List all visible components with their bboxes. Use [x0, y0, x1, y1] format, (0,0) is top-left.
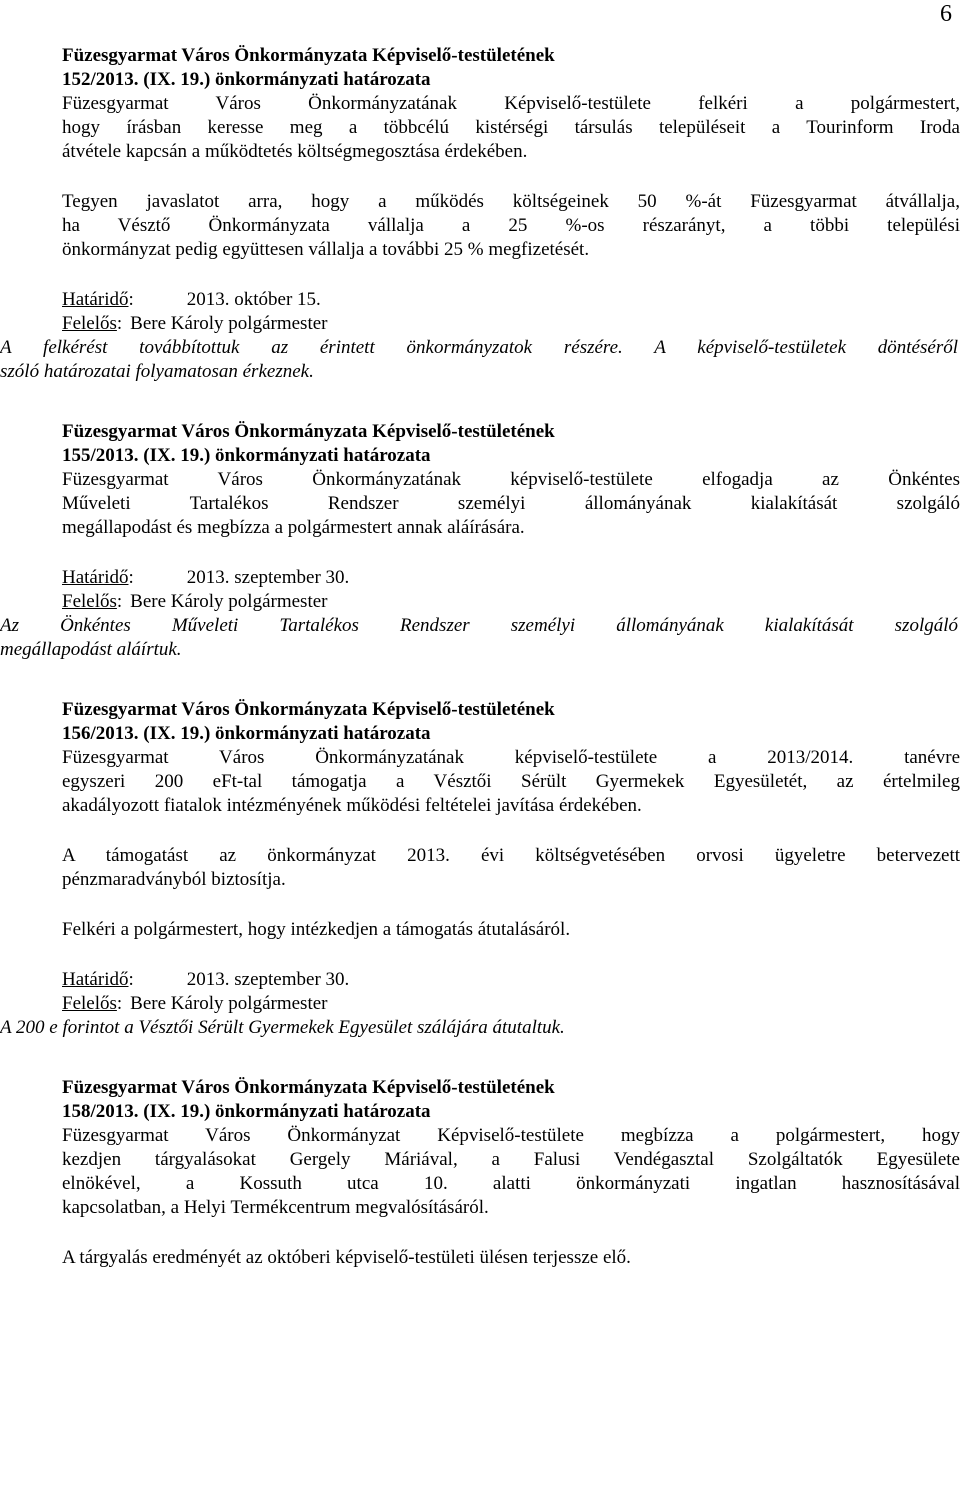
deadline-row: Határidő: 2013. szeptember 30.	[62, 567, 350, 588]
deadline-value: 2013. október 15.	[186, 289, 321, 310]
text-line: Füzesgyarmat Város Önkormányzatának képviselő-testülete elfogadja az Önkéntes	[62, 469, 960, 490]
page-number: 6	[940, 1, 952, 27]
document-page	[0, 44, 960, 1270]
deadline-label: Határidő	[62, 969, 129, 990]
text-line: hogy írásban keresse meg a többcélú kistérségi társulás településeit a Tourinform Iroda	[62, 117, 960, 138]
responsible-label: Felelős	[62, 591, 117, 612]
responsible-value: Bere Károly polgármester	[130, 313, 328, 334]
responsible-row: Felelős: Bere Károly polgármester	[62, 591, 328, 612]
resolution-number: 158/2013. (IX. 19.) önkormányzati határozata	[62, 1101, 431, 1122]
text-line: Füzesgyarmat Város Önkormányzatának Képviselő-testülete felkéri a polgármestert,	[62, 93, 960, 114]
text-line: kezdjen tárgyalásokat Gergely Máriával, a Falusi Vendégasztal Szolgáltatók Egyesülete	[62, 1149, 960, 1170]
deadline-value: 2013. szeptember 30.	[186, 969, 350, 990]
text-line: elnökével, a Kossuth utca 10. alatti önkormányzati ingatlan hasznosításával	[62, 1173, 960, 1194]
responsible-value: Bere Károly polgármester	[130, 591, 328, 612]
text-line: egyszeri 200 eFt-tal támogatja a Vésztői Sérült Gyermekek Egyesületét, az értelmileg	[62, 771, 960, 792]
resolution-heading: Füzesgyarmat Város Önkormányzata Képviselő-testületének	[62, 1077, 555, 1098]
status-note: szóló határozatai folyamatosan érkeznek.	[0, 361, 314, 382]
deadline-row: Határidő: 2013. október 15.	[62, 289, 321, 310]
deadline-label: Határidő	[62, 567, 129, 588]
text-line: megállapodást és megbízza a polgármestert annak aláírására.	[62, 517, 525, 538]
text-line: ha Vésztő Önkormányzata vállalja a 25 %-os részarányt, a többi települési	[62, 215, 960, 236]
status-note: A 200 e forintot a Vésztői Sérült Gyermekek Egyesület szálájára átutaltuk.	[0, 1017, 565, 1038]
resolution-156	[0, 698, 960, 1040]
text-line: pénzmaradványból biztosítja.	[62, 869, 286, 890]
resolution-158	[0, 1076, 960, 1270]
resolution-number: 155/2013. (IX. 19.) önkormányzati határozata	[62, 445, 431, 466]
resolution-155	[0, 420, 960, 662]
responsible-row: Felelős: Bere Károly polgármester	[62, 993, 328, 1014]
deadline-label: Határidő	[62, 289, 129, 310]
resolution-heading: Füzesgyarmat Város Önkormányzata Képviselő-testületének	[62, 699, 555, 720]
text-line: önkormányzat pedig együttesen vállalja a további 25 % megfizetését.	[62, 239, 590, 260]
deadline-row: Határidő: 2013. szeptember 30.	[62, 969, 350, 990]
text-line: Füzesgyarmat Város Önkormányzatának képviselő-testülete a 2013/2014. tanévre	[62, 747, 960, 768]
text-line: Műveleti Tartalékos Rendszer személyi állományának kialakítását szolgáló	[62, 493, 960, 514]
text-line: kapcsolatban, a Helyi Termékcentrum megvalósításáról.	[62, 1197, 489, 1218]
text-line: Felkéri a polgármestert, hogy intézkedjen a támogatás átutalásáról.	[62, 919, 571, 940]
resolution-heading: Füzesgyarmat Város Önkormányzata Képviselő-testületének	[62, 45, 555, 66]
deadline-value: 2013. szeptember 30.	[186, 567, 350, 588]
status-note: Az Önkéntes Műveleti Tartalékos Rendszer személyi állományának kialakítását szolgáló	[0, 615, 958, 636]
resolution-heading: Füzesgyarmat Város Önkormányzata Képviselő-testületének	[62, 421, 555, 442]
responsible-value: Bere Károly polgármester	[130, 993, 328, 1014]
responsible-row: Felelős: Bere Károly polgármester	[62, 313, 328, 334]
text-line: átvétele kapcsán a működtetés költségmegosztása érdekében.	[62, 141, 528, 162]
status-note: A felkérést továbbítottuk az érintett önkormányzatok részére. A képviselő-testületek döntéséről	[0, 337, 958, 358]
resolution-number: 156/2013. (IX. 19.) önkormányzati határozata	[62, 723, 431, 744]
text-line: Tegyen javaslatot arra, hogy a működés költségeinek 50 %-át Füzesgyarmat átvállalja,	[62, 191, 960, 212]
resolution-number: 152/2013. (IX. 19.) önkormányzati határozata	[62, 69, 431, 90]
status-note: megállapodást aláírtuk.	[0, 639, 182, 660]
responsible-label: Felelős	[62, 313, 117, 334]
resolution-152	[0, 44, 960, 384]
text-line: Füzesgyarmat Város Önkormányzat Képviselő-testülete megbízza a polgármestert, hogy	[62, 1125, 960, 1146]
text-line: A támogatást az önkormányzat 2013. évi költségvetésében orvosi ügyeletre betervezett	[62, 845, 960, 866]
text-line: A tárgyalás eredményét az októberi képviselő-testületi ülésen terjessze elő.	[62, 1247, 631, 1268]
text-line: akadályozott fiatalok intézményének működési feltételei javítása érdekében.	[62, 795, 642, 816]
responsible-label: Felelős	[62, 993, 117, 1014]
